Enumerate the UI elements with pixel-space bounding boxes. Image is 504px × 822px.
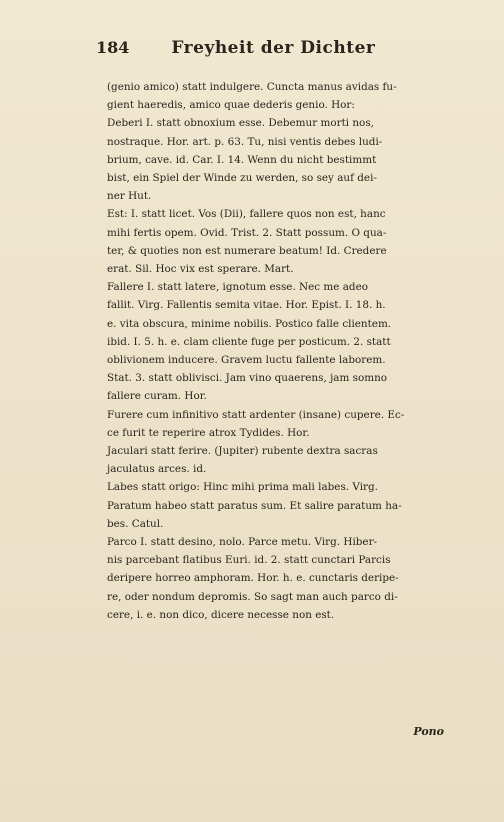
text-block — [107, 78, 447, 624]
text-line: bes. Catul. — [107, 517, 164, 530]
text-line: oblivionem inducere. Gravem luctu fallente laborem. — [107, 354, 386, 367]
text-line: Furere cum infinitivo statt ardenter (insane) cupere. Ec- — [107, 408, 405, 421]
page-number: 184 — [96, 38, 130, 57]
text-line: ibid. I. 5. h. e. clam cliente fuge per posticum. 2. statt — [107, 335, 391, 348]
text-line: ner Hut. — [107, 190, 152, 203]
text-line: Deberi I. statt obnoxium esse. Debemur morti nos, — [107, 117, 374, 130]
text-line: (genio amico) statt indulgere. Cuncta manus avidas fu- — [107, 81, 397, 93]
text-line: bist, ein Spiel der Winde zu werden, so sey auf dei- — [107, 172, 377, 185]
text-line: nostraque. Hor. art. p. 63. Tu, nisi ventis debes ludi- — [107, 135, 383, 148]
text-line: mihi fertis opem. Ovid. Trist. 2. Statt possum. O qua- — [107, 226, 387, 239]
text-line: Est: I. statt licet. Vos (Dii), fallere quos non est, hanc — [107, 208, 386, 221]
catchword: Pono — [413, 725, 444, 738]
text-line: Parco I. statt desino, nolo. Parce metu. Virg. Hiber- — [107, 536, 378, 549]
text-line: gient haeredis, amico quae dederis genio. Hor: — [107, 99, 355, 112]
text-line: ter, & quoties non est numerare beatum! Id. Credere — [107, 244, 387, 257]
text-line: Paratum habeo statt paratus sum. Et salire paratum ha- — [107, 499, 402, 512]
text-line: nis parcebant flatibus Euri. id. 2. statt cunctari Parcis — [107, 554, 391, 567]
text-line: erat. Sil. Hoc vix est sperare. Mart. — [107, 263, 294, 276]
text-line: re, oder nondum depromis. So sagt man auch parco di- — [107, 590, 398, 603]
text-line: Stat. 3. statt oblivisci. Jam vino quaerens, jam somno — [107, 372, 388, 385]
running-title: Freyheit der Dichter — [171, 38, 376, 58]
text-line: fallit. Virg. Fallentis semita vitae. Hor. Epist. I. 18. h. — [107, 299, 386, 312]
text-line: cere, i. e. non dico, dicere necesse non est. — [107, 608, 335, 621]
running-header — [96, 38, 408, 58]
text-line: brium, cave. id. Car. I. 14. Wenn du nicht bestimmt — [107, 153, 377, 166]
text-line: Jaculari statt ferire. (Jupiter) rubente dextra sacras — [107, 445, 378, 458]
text-line: Labes statt origo: Hinc mihi prima mali labes. Virg. — [107, 481, 378, 494]
text-line: deripere horreo amphoram. Hor. h. e. cunctaris deripe- — [107, 572, 399, 585]
text-line: jaculatus arces. id. — [107, 463, 207, 476]
text-line: fallere curam. Hor. — [107, 390, 207, 403]
text-line: Fallere I. statt latere, ignotum esse. Nec me adeo — [107, 281, 368, 294]
text-line: e. vita obscura, minime nobilis. Postico falle clientem. — [107, 317, 392, 330]
text-line: ce furit te reperire atrox Tydides. Hor. — [107, 426, 310, 439]
